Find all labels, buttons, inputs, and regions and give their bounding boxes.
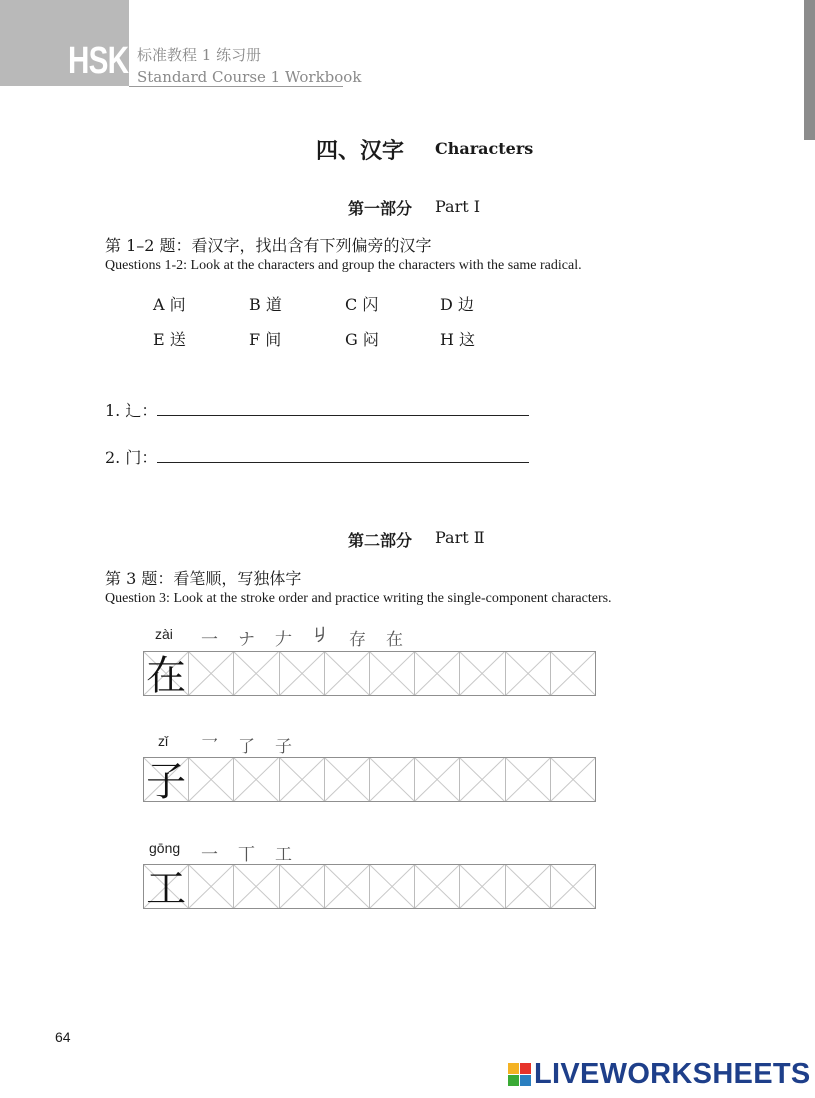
writing-cell[interactable] — [233, 758, 278, 801]
cell-guides — [415, 758, 459, 801]
writing-cell[interactable] — [324, 865, 369, 908]
page-edge-tab — [804, 0, 815, 140]
pinyin-zi: zǐ — [158, 733, 169, 749]
cell-guides — [506, 652, 550, 695]
writing-cell[interactable] — [188, 865, 233, 908]
cell-guides — [551, 865, 595, 908]
option-h: H 这 — [440, 330, 476, 349]
option-f: F 间 — [249, 330, 282, 349]
option-e: E 送 — [153, 330, 186, 349]
cell-guides — [415, 865, 459, 908]
cell-guides — [506, 865, 550, 908]
stroke: 在 — [386, 630, 403, 650]
model-character-zi: 子 — [146, 759, 187, 805]
cell-guides — [234, 758, 278, 801]
cell-guides — [189, 758, 233, 801]
writing-cell[interactable] — [188, 758, 233, 801]
stroke: 了 — [238, 737, 255, 757]
writing-cell[interactable] — [369, 865, 414, 908]
model-character-zai: 在 — [146, 653, 187, 699]
hsk-logo: HSK — [68, 40, 129, 82]
writing-cell[interactable] — [414, 652, 459, 695]
writing-cell[interactable] — [414, 758, 459, 801]
writing-cell[interactable] — [279, 865, 324, 908]
part1-label-chinese: 第一部分 — [348, 199, 413, 218]
cell-guides — [415, 652, 459, 695]
stroke: ナ — [238, 630, 255, 650]
cell-guides — [189, 652, 233, 695]
writing-cell[interactable] — [233, 865, 278, 908]
cell-guides — [280, 865, 324, 908]
liveworksheets-wordmark: LIVEWORKSHEETS — [534, 1058, 811, 1090]
option-c: C 闪 — [345, 295, 379, 314]
logo-block — [520, 1075, 531, 1086]
model-cell — [144, 865, 188, 912]
cell-guides — [506, 758, 550, 801]
answer-2-field[interactable] — [157, 443, 529, 461]
part2-label-english: Part Ⅱ — [435, 528, 485, 547]
part1-label-english: Part Ⅰ — [435, 197, 481, 216]
part1-question-chinese: 第 1–2 题：看汉字，找出含有下列偏旁的汉字 — [105, 236, 432, 255]
cell-guides — [280, 652, 324, 695]
book-title-english: Standard Course 1 Workbook — [137, 68, 362, 86]
writing-cell[interactable] — [369, 758, 414, 801]
stroke: 一 — [201, 630, 218, 650]
liveworksheets-logo[interactable] — [508, 1058, 811, 1091]
stroke: 丅 — [238, 845, 255, 865]
writing-cell[interactable] — [414, 865, 459, 908]
cell-guides — [325, 865, 369, 908]
stroke-order-zai — [199, 625, 405, 650]
cell-guides — [460, 652, 504, 695]
writing-cell[interactable] — [505, 758, 550, 801]
liveworksheets-blocks-icon — [508, 1063, 531, 1086]
header-rule — [129, 86, 343, 87]
writing-cell[interactable] — [188, 652, 233, 695]
stroke: 𠂈 — [312, 626, 329, 646]
writing-cell[interactable] — [324, 652, 369, 695]
answer-1-field[interactable] — [157, 396, 529, 414]
stroke-order-zi — [199, 732, 294, 757]
cell-guides — [370, 758, 414, 801]
writing-cell[interactable] — [550, 652, 595, 695]
answer-1-label: 1. 辶： — [105, 401, 158, 420]
cell-guides — [551, 652, 595, 695]
cell-guides — [234, 652, 278, 695]
option-b: B 道 — [249, 295, 282, 314]
section-title-english: Characters — [435, 139, 534, 158]
writing-cell[interactable] — [550, 865, 595, 908]
writing-cell[interactable] — [505, 865, 550, 908]
answer-2-label: 2. 门： — [105, 448, 158, 467]
practice-grid-zi — [143, 757, 596, 805]
answer-1-line — [157, 415, 529, 416]
answer-2-line — [157, 462, 529, 463]
stroke: 乛 — [201, 737, 218, 757]
cell-guides — [551, 758, 595, 801]
part2-label-chinese: 第二部分 — [348, 531, 413, 550]
stroke: 存 — [349, 630, 366, 650]
cell-guides — [460, 865, 504, 908]
pinyin-gong: gōng — [149, 840, 181, 856]
part2-question-english: Question 3: Look at the stroke order and practice writing the single-component characters. — [105, 591, 612, 606]
option-d: D 边 — [440, 295, 474, 314]
writing-cell[interactable] — [324, 758, 369, 801]
logo-block — [508, 1075, 519, 1086]
practice-grid-zai — [143, 651, 596, 699]
writing-cell[interactable] — [459, 652, 504, 695]
writing-cell[interactable] — [459, 865, 504, 908]
cell-guides — [370, 865, 414, 908]
cell-guides — [325, 758, 369, 801]
cell-guides — [189, 865, 233, 908]
model-character-gong: 工 — [146, 866, 187, 912]
writing-cell[interactable] — [505, 652, 550, 695]
logo-block — [508, 1063, 519, 1074]
stroke: 𠂇 — [275, 630, 292, 650]
pinyin-zai: zài — [155, 626, 173, 642]
writing-cell[interactable] — [369, 652, 414, 695]
writing-cell[interactable] — [279, 652, 324, 695]
cell-guides — [280, 758, 324, 801]
cell-guides — [325, 652, 369, 695]
cell-guides — [370, 652, 414, 695]
writing-cell[interactable] — [459, 758, 504, 801]
writing-cell[interactable] — [550, 758, 595, 801]
logo-block — [520, 1063, 531, 1074]
cell-guides — [460, 758, 504, 801]
section-title-chinese: 四、汉字 — [316, 138, 405, 164]
cell-guides — [234, 865, 278, 908]
part1-question-english: Questions 1-2: Look at the characters and group the characters with the same radical. — [105, 258, 582, 273]
option-a: A 问 — [153, 295, 186, 314]
stroke: 子 — [275, 737, 292, 757]
option-g: G 闷 — [345, 330, 379, 349]
writing-cell[interactable] — [279, 758, 324, 801]
writing-cell[interactable] — [233, 652, 278, 695]
stroke: 一 — [201, 845, 218, 865]
practice-grid-gong — [143, 864, 596, 912]
stroke: 工 — [275, 845, 292, 865]
stroke-order-gong — [199, 840, 294, 865]
model-cell — [144, 652, 188, 699]
part2-question-chinese: 第 3 题：看笔顺，写独体字 — [105, 569, 302, 588]
page-number: 64 — [55, 1029, 71, 1045]
model-cell — [144, 758, 188, 805]
book-title-chinese: 标准教程 1 练习册 — [137, 46, 262, 64]
